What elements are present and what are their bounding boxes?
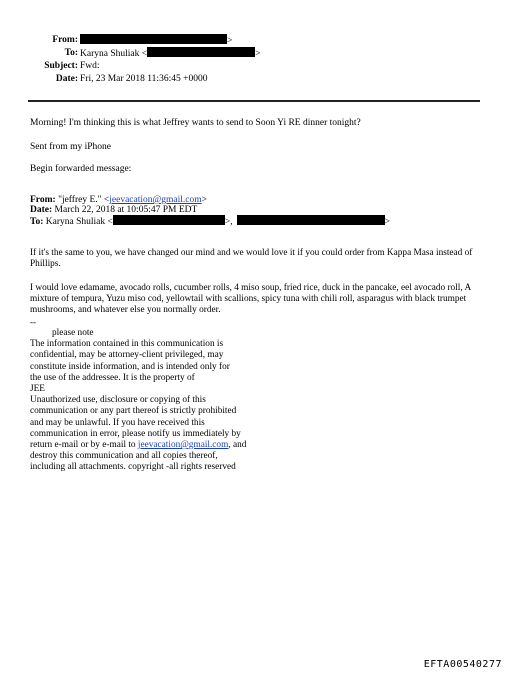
disclaimer-email-link[interactable]: jeevacation@gmail.com: [137, 440, 229, 451]
disclaimer-line: The information contained in this communication is: [30, 339, 224, 350]
forwarded-to-row: [30, 215, 390, 228]
forwarded-date-label: Date:: [30, 205, 53, 215]
body-line-3: Begin forwarded message:: [30, 164, 132, 174]
document-id: EFTA00540277: [423, 659, 502, 670]
disclaimer-text: return e-mail or by e-mail to: [30, 440, 138, 451]
disclaimer-block: [30, 328, 270, 474]
forwarded-from-row: [30, 195, 207, 206]
redaction-bar: [80, 34, 227, 44]
forwarded-to-label: To:: [30, 217, 44, 227]
date-label: Date:: [55, 74, 78, 84]
forwarded-from-label: From:: [30, 195, 56, 205]
disclaimer-line: communication or any part thereof is strictly prohibited: [30, 406, 237, 417]
redaction-bar: [147, 47, 255, 57]
from-label: From:: [52, 35, 78, 45]
to-suffix: >: [255, 49, 261, 59]
disclaimer-line: constitute inside information, and is intended only for: [30, 361, 230, 372]
forwarded-to-mid: >,: [224, 217, 233, 227]
disclaimer-line: Unauthorized use, disclosure or copying of this: [30, 395, 206, 406]
body-line-1: Morning! I'm thinking this is what Jeffrey wants to send to Soon Yi RE dinner tonight?: [30, 118, 361, 128]
redaction-bar: [237, 215, 385, 225]
header-divider: [28, 100, 480, 102]
signature-separator: --: [30, 317, 36, 327]
disclaimer-line: JEE: [30, 384, 45, 395]
disclaimer-line: confidential, may be attorney-client privileged, may: [30, 350, 224, 361]
from-value: [80, 34, 232, 47]
message-paragraph-1: If it's the same to you, we have changed our mind and we would love it if you could order from Kappa Masa instead of Phillips.: [30, 248, 473, 270]
disclaimer-title: please note: [52, 328, 94, 338]
subject-label: Subject:: [44, 61, 78, 71]
disclaimer-line: [30, 440, 270, 451]
body-line-2: Sent from my iPhone: [30, 142, 112, 152]
forwarded-to-end: >: [384, 217, 390, 227]
disclaimer-text: , and: [228, 440, 247, 451]
disclaimer-line: including all attachments. copyright -all rights reserved: [30, 462, 236, 473]
forwarded-date-value: March 22, 2018 at 10:05:47 PM EDT: [54, 205, 198, 215]
forwarded-to-name: Karyna Shuliak <: [45, 217, 113, 227]
forwarded-from-email-link[interactable]: jeevacation@gmail.com: [109, 195, 202, 205]
message-paragraph-2: I would love edamame, avocado rolls, cucumber rolls, 4 miso soup, fried rice, duck in the pancake, eel avocado roll, A mixture of tempura, Yuzu miso cod, yellowtail with scallions, spicy tuna with chili roll, asparagus with black trumpet mushrooms, and whatever else you normally order.: [30, 283, 471, 316]
forwarded-from-close: >: [201, 195, 207, 205]
to-label: To:: [64, 48, 78, 58]
disclaimer-line: and may be unlawful. If you have received this: [30, 417, 205, 428]
disclaimer-line: destroy this communication and all copies thereof,: [30, 451, 218, 462]
from-suffix: >: [227, 36, 233, 46]
subject-value: Fwd:: [80, 61, 100, 71]
disclaimer-line: the use of the addressee. It is the property of: [30, 372, 195, 383]
disclaimer-line: communication in error, please notify us immediately by: [30, 428, 241, 439]
redaction-bar: [113, 215, 225, 225]
forwarded-from-name: "jeffrey E." <: [58, 195, 110, 205]
forwarded-date-row: [30, 205, 197, 216]
to-name: Karyna Shuliak <: [80, 49, 148, 59]
to-value: [80, 47, 260, 60]
date-value: Fri, 23 Mar 2018 11:36:45 +0000: [80, 74, 208, 84]
